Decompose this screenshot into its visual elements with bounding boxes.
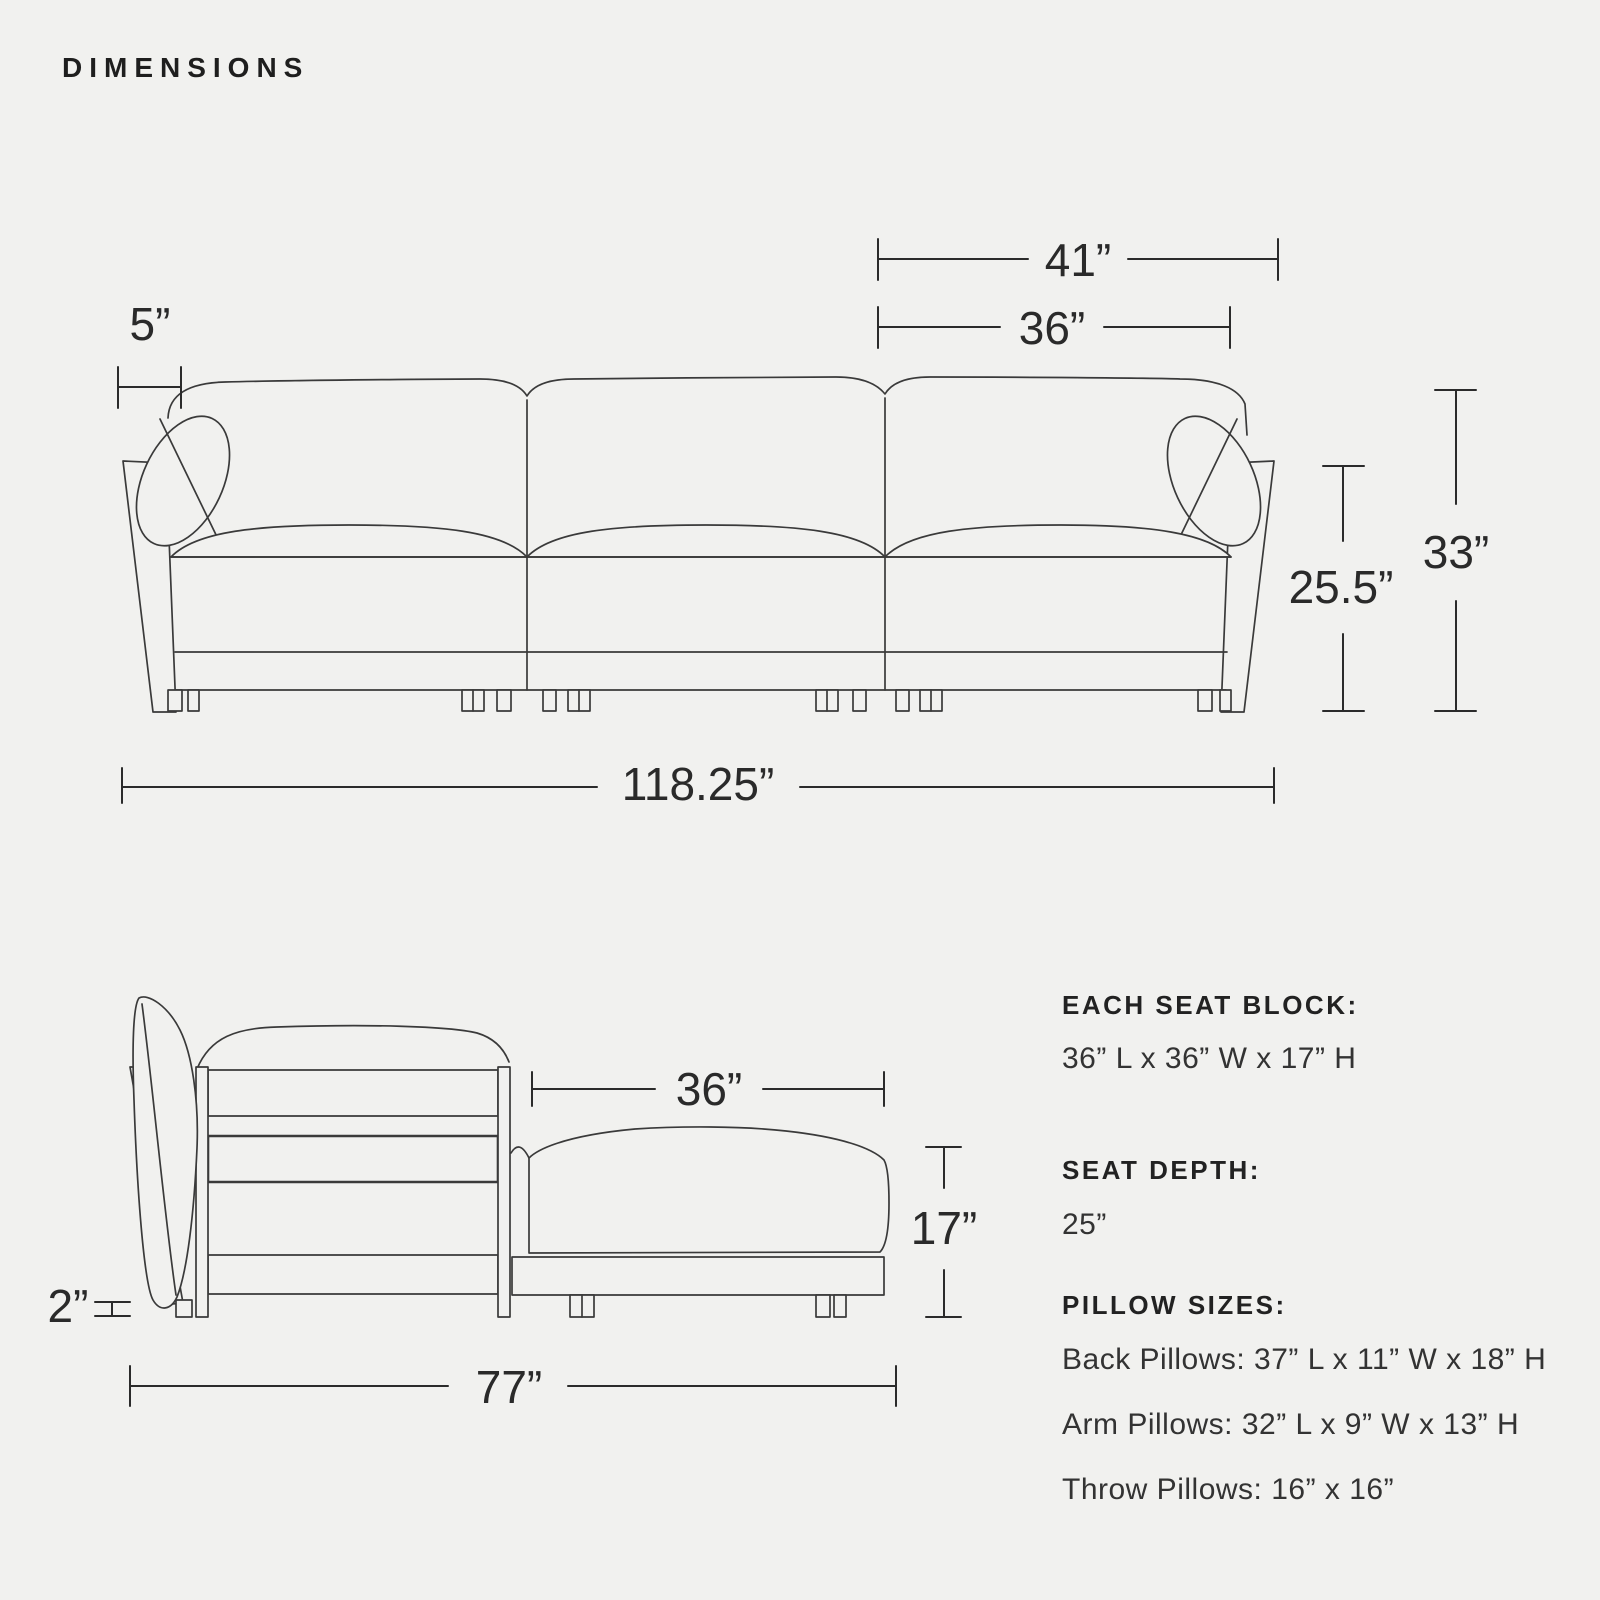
label-overall-depth: 77” — [475, 1361, 543, 1413]
page-title: DIMENSIONS — [62, 52, 310, 83]
side-back-cushion — [197, 1026, 509, 1069]
spec-value-arm-pillows: Arm Pillows: 32” L x 9” W x 13” H — [1062, 1408, 1520, 1441]
spec-heading-pillow-sizes: PILLOW SIZES: — [1062, 1290, 1287, 1320]
spec-value-seat-depth: 25” — [1062, 1208, 1107, 1241]
frame-mid-rail — [208, 1136, 498, 1182]
label-side-seat-length: 36” — [675, 1063, 743, 1115]
ottoman-cushion — [529, 1127, 889, 1253]
frame-right-post — [498, 1067, 510, 1317]
frame-left-post — [196, 1067, 208, 1317]
label-seat-height: 17” — [910, 1202, 978, 1254]
side-view-legs — [570, 1295, 846, 1317]
spec-heading-seat-block: EACH SEAT BLOCK: — [1062, 990, 1359, 1020]
frame-top-rail — [208, 1070, 498, 1116]
label-overall-height: 33” — [1422, 526, 1490, 578]
sofa-side-view — [130, 997, 889, 1317]
label-arm-width: 5” — [129, 298, 171, 350]
dim-arm-width — [118, 367, 181, 408]
spec-text-block — [1062, 0, 1582, 1600]
spec-value-throw-pillows: Throw Pillows: 16” x 16” — [1062, 1473, 1395, 1506]
side-seat-seam — [511, 1147, 529, 1158]
seat-cushion — [527, 525, 885, 557]
label-leg-height: 2” — [47, 1280, 89, 1332]
arm-frame — [196, 1067, 510, 1317]
seat-cushion — [171, 525, 527, 557]
label-seat-width: 36” — [1018, 302, 1086, 354]
spec-value-back-pillows: Back Pillows: 37” L x 11” W x 18” H — [1062, 1343, 1547, 1376]
label-overall-width: 118.25” — [621, 758, 775, 810]
label-seat-plus-arm: 41” — [1044, 234, 1112, 286]
dim-leg-height — [95, 1302, 130, 1316]
back-panel-foot — [176, 1300, 192, 1317]
ottoman-base — [512, 1257, 884, 1295]
spec-heading-seat-depth: SEAT DEPTH: — [1062, 1155, 1261, 1185]
frame-bottom-rail — [208, 1255, 498, 1294]
spec-value-seat-block: 36” L x 36” W x 17” H — [1062, 1042, 1357, 1075]
label-back-height: 25.5” — [1288, 561, 1394, 613]
side-back-pillow — [133, 997, 197, 1308]
